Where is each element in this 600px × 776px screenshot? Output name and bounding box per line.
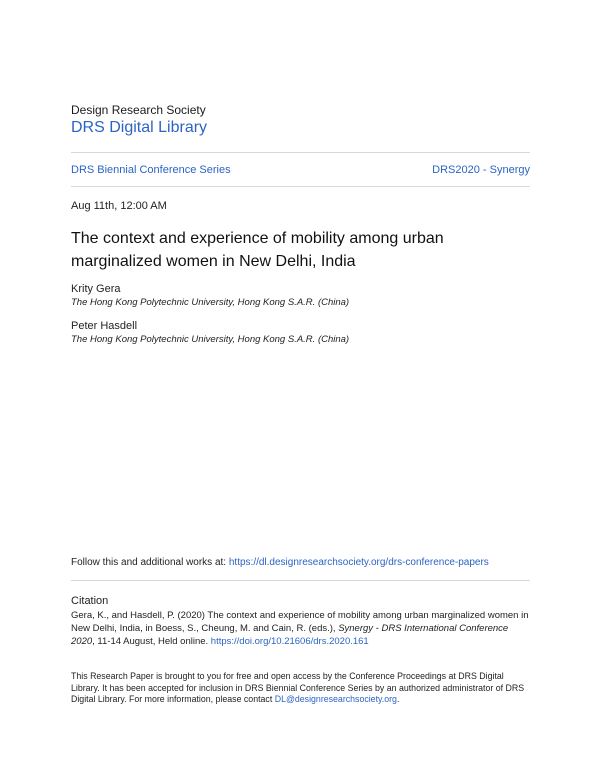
divider-top xyxy=(71,152,530,153)
author-name: Peter Hasdell xyxy=(71,320,138,332)
conference-link[interactable]: DRS2020 - Synergy xyxy=(432,164,530,176)
divider-citation xyxy=(71,580,530,581)
series-link[interactable]: DRS Biennial Conference Series xyxy=(71,164,231,176)
citation-venue: Synergy - DRS International Conference 2020 xyxy=(71,623,509,647)
author-name: Krity Gera xyxy=(71,283,121,295)
doi-link[interactable]: https://doi.org/10.21606/drs.2020.161 xyxy=(210,636,369,647)
follow-line xyxy=(71,557,489,568)
society-name: Design Research Society xyxy=(71,103,206,117)
paper-title: The context and experience of mobility among urban marginalized women in New Delhi, India xyxy=(71,230,444,270)
citation-text xyxy=(71,609,530,648)
publication-date: Aug 11th, 12:00 AM xyxy=(71,200,167,212)
follow-text: Follow this and additional works at: xyxy=(71,557,229,568)
citation-heading: Citation xyxy=(71,595,109,607)
divider-series xyxy=(71,186,530,187)
email-link[interactable]: DL@designresearchsociety.org xyxy=(274,694,397,704)
cover-page xyxy=(71,0,530,776)
library-link[interactable]: DRS Digital Library xyxy=(71,119,208,136)
access-notice xyxy=(71,671,530,706)
follow-link[interactable]: https://dl.designresearchsociety.org/drs-conference-papers xyxy=(228,557,489,568)
author-affiliation: The Hong Kong Polytechnic University, Hong Kong S.A.R. (China) xyxy=(71,334,350,345)
notice-text: This Research Paper is brought to you for free and open access by the Conference Proceedings at DRS Digital Library. It has been accepted for inclusion in DRS Biennial Conference Series by an authorized administrator of DRS Digital Library. For more information, please contact xyxy=(71,671,525,704)
author-affiliation: The Hong Kong Polytechnic University, Hong Kong S.A.R. (China) xyxy=(71,297,350,308)
citation-part2: , 11-14 August, Held online. xyxy=(92,636,211,647)
citation-part1: Gera, K., and Hasdell, P. (2020) The context and experience of mobility among urban marginalized women in New Delhi, India, in Boess, S., Cheung, M. and Cain, R. (eds.), xyxy=(71,610,529,634)
notice-end: . xyxy=(396,694,400,704)
